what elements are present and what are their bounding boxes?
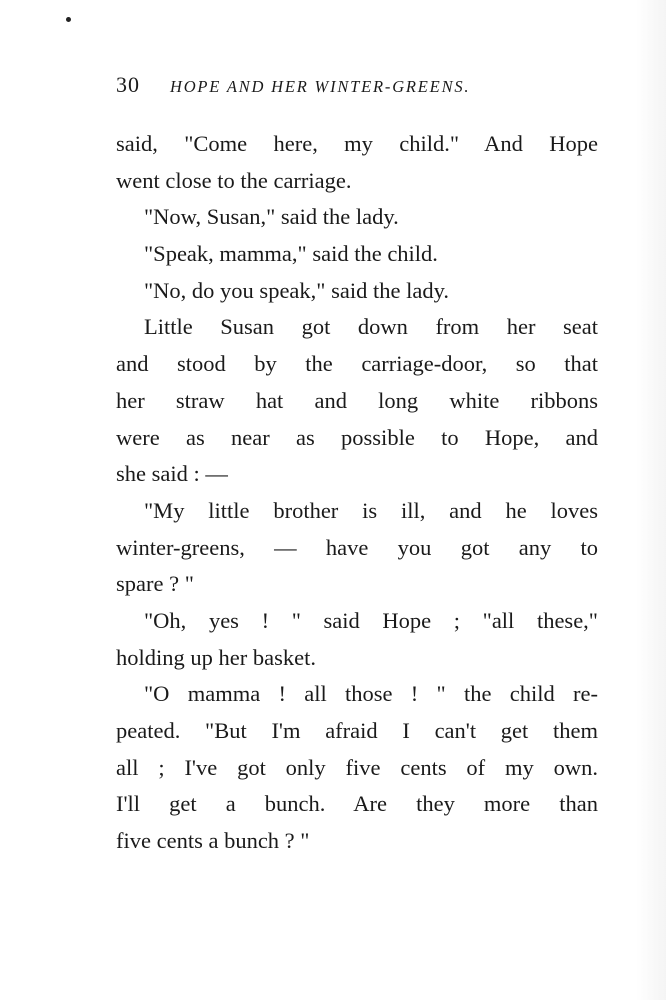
text-line: "Now, Susan," said the lady. <box>144 204 399 230</box>
text-line: Little Susan got down from her seat <box>144 314 598 340</box>
text-line: peated. "But I'm afraid I can't get them <box>116 718 598 743</box>
text-line: spare ? " <box>116 571 194 597</box>
page-number: 30 <box>116 72 140 97</box>
text-line: and stood by the carriage-door, so that <box>116 351 598 377</box>
text-line: went close to the carriage. <box>116 167 352 193</box>
running-head <box>116 72 556 102</box>
text-line: "Speak, mamma," said the child. <box>144 241 438 267</box>
text-line: were as near as possible to Hope, and <box>116 424 598 450</box>
text-line: five cents a bunch ? " <box>116 828 310 854</box>
page-edge-shading <box>636 0 666 1000</box>
text-line: I'll get a bunch. Are they more than <box>116 791 598 817</box>
text-line: "O mamma ! all those ! " the child re- <box>144 681 598 707</box>
text-line: said, "Come here, my child." And Hope <box>116 131 598 156</box>
text-line: winter-greens, — have you got any to <box>116 534 598 560</box>
text-line: her straw hat and long white ribbons <box>116 387 598 413</box>
ink-speck <box>66 17 71 22</box>
text-line: she said : — <box>116 461 228 487</box>
text-line: all ; I've got only five cents of my own. <box>116 754 598 780</box>
text-line: holding up her basket. <box>116 644 316 670</box>
text-line: "No, do you speak," said the lady. <box>144 277 449 303</box>
text-line: "My little brother is ill, and he loves <box>144 497 598 523</box>
body-text <box>116 126 598 860</box>
running-title: HOPE AND HER WINTER-GREENS. <box>170 77 471 96</box>
text-line: "Oh, yes ! " said Hope ; "all these," <box>144 607 598 633</box>
